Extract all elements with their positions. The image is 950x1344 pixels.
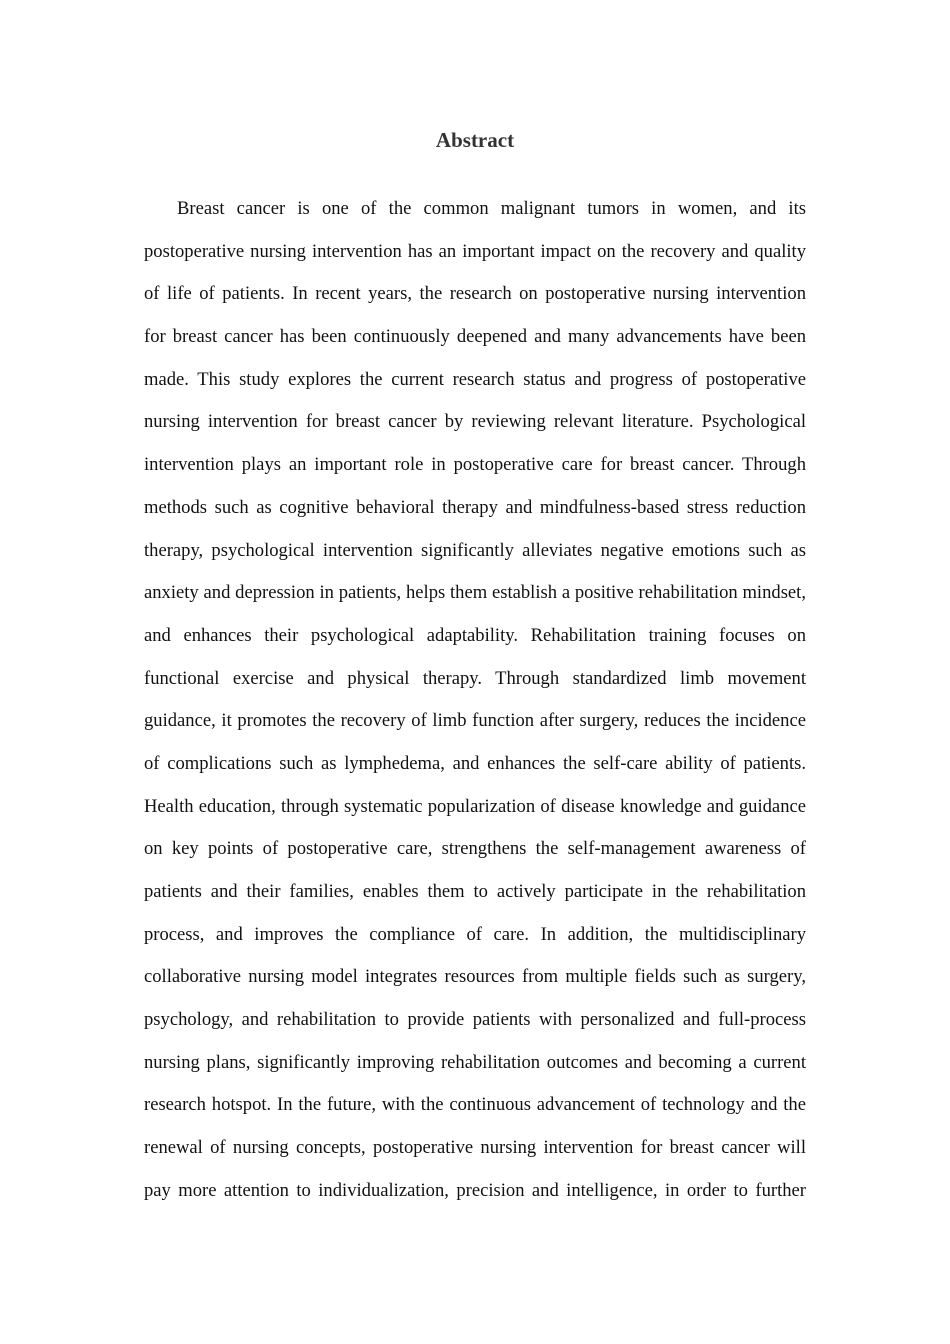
- abstract-line: methods such as cognitive behavioral therapy and mindfulness-based stress reduction: [144, 496, 806, 518]
- abstract-line: collaborative nursing model integrates resources from multiple fields such as surgery,: [144, 966, 806, 988]
- abstract-line: pay more attention to individualization, precision and intelligence, in order to further: [144, 1179, 806, 1201]
- abstract-line: and enhances their psychological adaptability. Rehabilitation training focuses on: [144, 624, 806, 646]
- abstract-line: nursing plans, significantly improving rehabilitation outcomes and becoming a current: [144, 1051, 806, 1073]
- abstract-line: Health education, through systematic popularization of disease knowledge and guidance: [144, 795, 806, 817]
- abstract-line: anxiety and depression in patients, helps them establish a positive rehabilitation mindset,: [144, 582, 806, 604]
- abstract-line: functional exercise and physical therapy. Through standardized limb movement: [144, 667, 806, 689]
- abstract-line: therapy, psychological intervention significantly alleviates negative emotions such as: [144, 539, 806, 561]
- abstract-paragraph: [144, 188, 806, 1213]
- abstract-line: of life of patients. In recent years, the research on postoperative nursing intervention: [144, 283, 806, 305]
- abstract-line: process, and improves the compliance of care. In addition, the multidisciplinary: [144, 923, 806, 945]
- abstract-line: Breast cancer is one of the common malignant tumors in women, and its: [177, 198, 806, 219]
- abstract-line: for breast cancer has been continuously deepened and many advancements have been: [144, 326, 806, 348]
- abstract-line: of complications such as lymphedema, and enhances the self-care ability of patients.: [144, 752, 806, 774]
- abstract-line: guidance, it promotes the recovery of limb function after surgery, reduces the incidence: [144, 710, 806, 732]
- abstract-line: intervention plays an important role in postoperative care for breast cancer. Through: [144, 454, 806, 476]
- abstract-line: made. This study explores the current research status and progress of postoperative: [144, 368, 806, 390]
- abstract-line: research hotspot. In the future, with the continuous advancement of technology and the: [144, 1094, 806, 1116]
- abstract-line: patients and their families, enables them to actively participate in the rehabilitation: [144, 881, 806, 902]
- abstract-line: nursing intervention for breast cancer by reviewing relevant literature. Psychological: [144, 411, 806, 433]
- abstract-line: renewal of nursing concepts, postoperative nursing intervention for breast cancer will: [144, 1137, 806, 1159]
- abstract-line: on key points of postoperative care, strengthens the self-management awareness of: [144, 838, 806, 860]
- page-title: Abstract: [435, 128, 515, 152]
- abstract-line: postoperative nursing intervention has an important impact on the recovery and quality: [144, 240, 806, 262]
- abstract-line: psychology, and rehabilitation to provide patients with personalized and full-process: [144, 1009, 806, 1031]
